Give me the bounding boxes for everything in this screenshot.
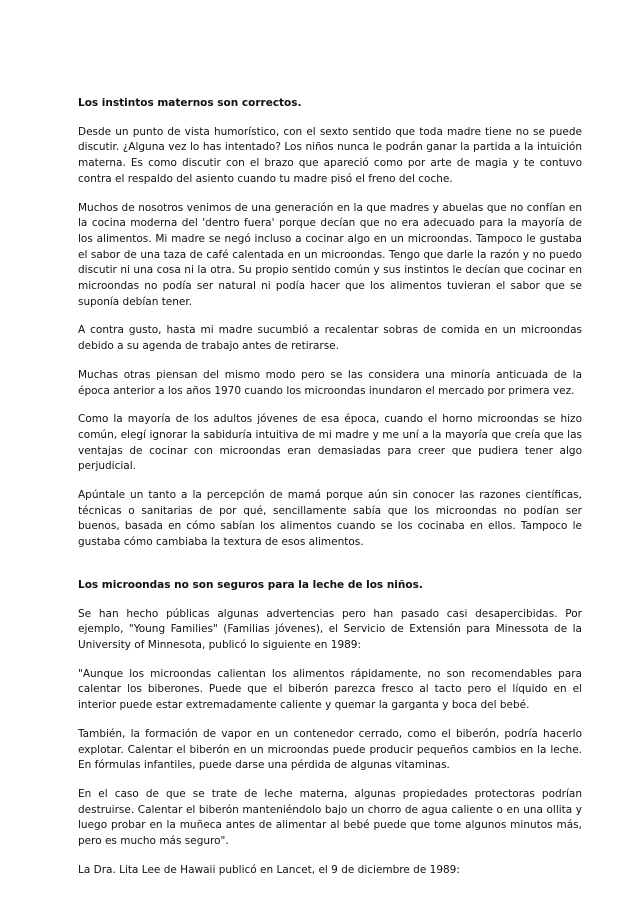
quote-paragraph: También, la formación de vapor en un contenedor cerrado, como el biberón, podría hacerlo explotar. Calentar el biberón en un microondas puede producir pequeños cambios en la leche. En fórmulas infantiles, puede darse una pérdida de algunas vitaminas. (78, 727, 582, 772)
quote-paragraph: "Aunque los microondas calientan los alimentos rápidamente, no son recomendables para calentar los biberones. Puede que el biberón parezca fresco al tacto pero el líquido en el interior puede estar extremadamente caliente y quemar la garganta y boca del bebé. (78, 667, 582, 712)
section-heading: Los instintos maternos son correctos. (78, 97, 302, 109)
body-paragraph: Apúntale un tanto a la percepción de mamá porque aún sin conocer las razones científicas, técnicas o sanitarias de por qué, sencillamente sabía que los microondas no podían ser buenos, basada en cómo sabían los alimentos cuando se los cocinaba en ellos. Tampoco le gustaba cómo cambiaba la textura de esos alimentos. (78, 489, 582, 549)
body-paragraph: Muchos de nosotros venimos de una generación en la que madres y abuelas que no confían en la cocina moderna del 'dentro fuera' porque decían que no era adecuado para la mayoría de los alimentos. Mi madre se negó incluso a cocinar algo en un microondas. Tampoco le gustaba el sabor de una taza de café calentada en un microondas. Tengo que darle la razón y no puedo discutir ni una cosa ni la otra. Su propio sentido común y sus instintos le decían que cocinar en microondas no podía ser natural ni podía hacer que los alimentos tuvieran el sabor que se suponía debían tener. (78, 201, 582, 308)
body-paragraph: Desde un punto de vista humorístico, con el sexto sentido que toda madre tiene no se puede discutir. ¿Alguna vez lo has intentado? Los niños nunca le podrán ganar la partida a la intuición materna. Es como discutir con el brazo que apareció como por arte de magia y te contuvo contra el respaldo del asiento cuando tu madre pisó el freno del coche. (78, 125, 582, 185)
quote-paragraph: En el caso de que se trate de leche materna, algunas propiedades protectoras podrían destruirse. Calentar el biberón manteniéndolo bajo un chorro de agua caliente o en una ollita y luego probar en la muñeca antes de alimentar al bebé puede que tome algunos minutos más, pero es mucho más seguro". (78, 787, 582, 848)
body-paragraph: Muchas otras piensan del mismo modo pero se las considera una minoría anticuada de la época anterior a los años 1970 cuando los microondas inundaron el mercado por primera vez. (78, 368, 582, 397)
section-heading: Los microondas no son seguros para la leche de los niños. (78, 578, 423, 591)
body-paragraph: A contra gusto, hasta mi madre sucumbió a recalentar sobras de comida en un microondas debido a su agenda de trabajo antes de retirarse. (78, 324, 582, 353)
body-paragraph: Como la mayoría de los adultos jóvenes de esa época, cuando el horno microondas se hizo común, elegí ignorar la sabiduría intuitiva de mi madre y me uní a la mayoría que creía que las ventajas de cocinar con microondas eran demasiadas para creer que pudiera tener algo perjudicial. (78, 413, 582, 473)
body-paragraph: La Dra. Lita Lee de Hawaii publicó en Lancet, el 9 de diciembre de 1989: (78, 863, 460, 876)
body-paragraph: Se han hecho públicas algunas advertencias pero han pasado casi desapercibidas. Por ejemplo, "Young Families" (Familias jóvenes), el Servicio de Extensión para Minessota de la University of Minnesota, publicó lo siguiente en 1989: (78, 607, 582, 651)
